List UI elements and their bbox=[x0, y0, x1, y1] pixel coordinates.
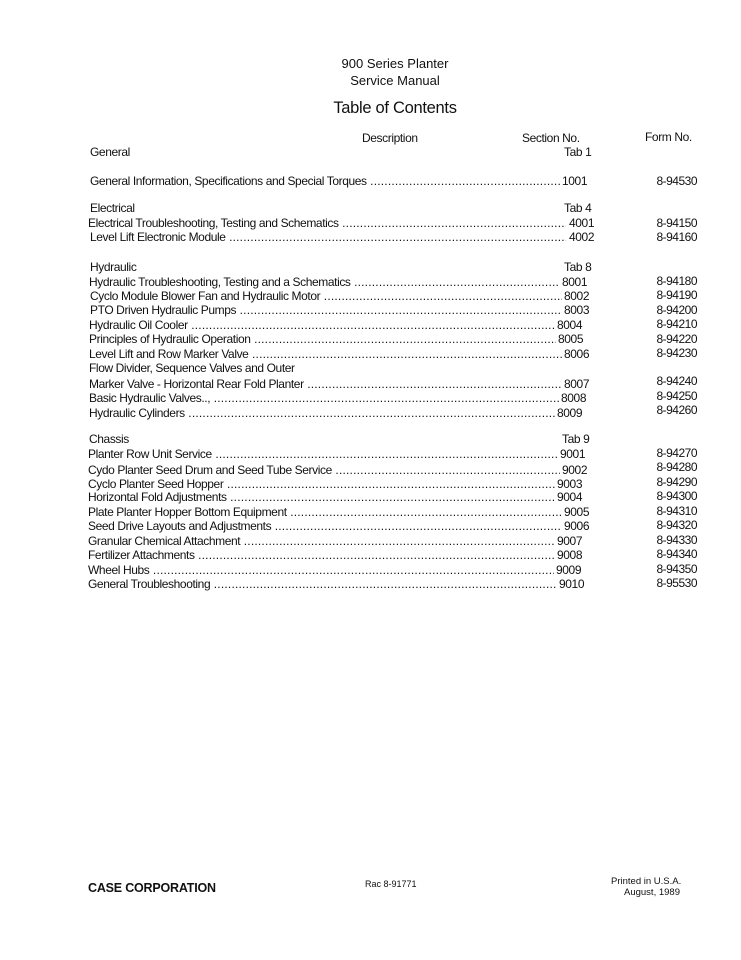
entry-form: 8-94220 bbox=[656, 332, 697, 346]
entry-description: Principles of Hydraulic Operation ..... bbox=[89, 332, 556, 347]
toc-entry[interactable] bbox=[90, 289, 562, 304]
entry-section: 9004 bbox=[557, 490, 583, 504]
toc-entry[interactable] bbox=[88, 577, 557, 592]
toc-entry[interactable] bbox=[90, 230, 566, 245]
description-column-header: Description bbox=[362, 131, 418, 145]
entry-description: Seed Drive Layouts and Adjustments ..... bbox=[88, 519, 562, 534]
print-date: August, 1989 bbox=[624, 887, 680, 898]
entry-form: 8-94300 bbox=[656, 489, 697, 503]
entry-section: 8005 bbox=[558, 332, 584, 346]
entry-section: 9007 bbox=[557, 534, 583, 548]
toc-entry[interactable] bbox=[89, 406, 555, 421]
group-tab-chassis: Tab 9 bbox=[562, 432, 590, 446]
toc-entry[interactable] bbox=[88, 505, 562, 520]
entry-description: Cyclo Planter Seed Hopper ..... bbox=[88, 477, 555, 492]
entry-section: 8007 bbox=[564, 377, 590, 391]
entry-form: 8-94250 bbox=[656, 389, 697, 403]
toc-entry[interactable] bbox=[88, 519, 562, 534]
entry-form: 8-94180 bbox=[656, 274, 697, 288]
printed-location: Printed in U.S.A. bbox=[611, 876, 682, 887]
entry-section: 4002 bbox=[569, 230, 595, 244]
entry-form: 8-94230 bbox=[656, 346, 697, 360]
entry-section: 8008 bbox=[561, 391, 587, 405]
entry-description: Fertilizer Attachments ..... bbox=[88, 548, 555, 563]
form-no-column-header: Form No. bbox=[645, 130, 692, 144]
entry-form: 8-94330 bbox=[656, 533, 697, 547]
entry-section: 8002 bbox=[564, 289, 590, 303]
entry-description: Hydraulic Oil Cooler ..... bbox=[89, 318, 555, 333]
entry-section: 9009 bbox=[556, 563, 582, 577]
entry-form: 8-94280 bbox=[656, 460, 697, 474]
entry-form: 8-94240 bbox=[656, 374, 697, 388]
entry-form: 8-94320 bbox=[656, 518, 697, 532]
toc-entry[interactable] bbox=[88, 216, 566, 231]
group-title-chassis: Chassis bbox=[89, 432, 129, 446]
toc-entry[interactable] bbox=[88, 548, 555, 563]
entry-description: Basic Hydraulic Valves.., ..... bbox=[89, 391, 559, 406]
entry-description: Hydraulic Cylinders ..... bbox=[89, 406, 555, 421]
entry-section: 9003 bbox=[557, 477, 583, 491]
entry-section: 9001 bbox=[560, 447, 586, 461]
toc-entry[interactable] bbox=[88, 463, 560, 478]
toc-title: Table of Contents bbox=[333, 99, 457, 117]
toc-entry[interactable] bbox=[89, 377, 562, 392]
entry-form: 8-94210 bbox=[656, 317, 697, 331]
toc-entry[interactable] bbox=[89, 318, 555, 333]
group-title-electrical: Electrical bbox=[90, 201, 135, 215]
toc-entry[interactable] bbox=[88, 563, 554, 578]
entry-description: General Information, Specifications and Special Torques ..... bbox=[90, 174, 560, 189]
toc-entry[interactable] bbox=[90, 174, 560, 189]
toc-entry[interactable] bbox=[89, 275, 560, 290]
toc-entry[interactable] bbox=[89, 391, 559, 406]
entry-section: 9002 bbox=[562, 463, 588, 477]
entry-description: Marker Valve - Horizontal Rear Fold Planter ..... bbox=[89, 377, 562, 392]
entry-form: 8-94150 bbox=[656, 216, 697, 230]
toc-entry[interactable] bbox=[88, 534, 555, 549]
entry-section: 8004 bbox=[557, 318, 583, 332]
entry-description: Electrical Troubleshooting, Testing and Schematics ..... bbox=[88, 216, 566, 231]
group-title-hydraulic: Hydraulic bbox=[90, 260, 137, 274]
manual-series-title: 900 Series Planter bbox=[341, 56, 449, 71]
entry-form: 8-95530 bbox=[656, 576, 697, 590]
entry-form: 8-94290 bbox=[656, 475, 697, 489]
entry-description: Planter Row Unit Service ..... bbox=[88, 447, 558, 462]
toc-entry[interactable] bbox=[88, 490, 555, 505]
entry-description: Horizontal Fold Adjustments ..... bbox=[88, 490, 555, 505]
entry-section: 8006 bbox=[564, 347, 590, 361]
entry-description: Granular Chemical Attachment ..... bbox=[88, 534, 555, 549]
entry-description: Level Lift and Row Marker Valve ..... bbox=[89, 347, 562, 362]
entry-form: 8-94270 bbox=[656, 446, 697, 460]
entry-section: 9010 bbox=[559, 577, 585, 591]
group-tab-general: Tab 1 bbox=[564, 145, 592, 159]
entry-description: General Troubleshooting ..... bbox=[88, 577, 557, 592]
entry-section: 9005 bbox=[564, 505, 590, 519]
entry-description: Hydraulic Troubleshooting, Testing and a Schematics ..... bbox=[89, 275, 560, 290]
toc-entry[interactable] bbox=[89, 332, 556, 347]
entry-section: 8009 bbox=[557, 406, 583, 420]
entry-section: 8001 bbox=[562, 275, 588, 289]
entry-form: 8-94310 bbox=[656, 504, 697, 518]
manual-type-title: Service Manual bbox=[350, 73, 440, 88]
entry-description: PTO Driven Hydraulic Pumps ..... bbox=[90, 303, 562, 318]
company-name: CASE CORPORATION bbox=[88, 881, 216, 895]
entry-section: 8003 bbox=[564, 303, 590, 317]
entry-description: Plate Planter Hopper Bottom Equipment ..... bbox=[88, 505, 562, 520]
entry-section: 9006 bbox=[564, 519, 590, 533]
toc-entry[interactable] bbox=[90, 303, 562, 318]
entry-form: 8-94160 bbox=[656, 230, 697, 244]
entry-description: Wheel Hubs ..... bbox=[88, 563, 554, 578]
document-code: Rac 8-91771 bbox=[365, 879, 417, 889]
entry-section: 1001 bbox=[562, 174, 588, 188]
entry-description: Cydo Planter Seed Drum and Seed Tube Service ..... bbox=[88, 463, 560, 478]
entry-form: 8-94350 bbox=[656, 562, 697, 576]
toc-entry[interactable] bbox=[89, 347, 562, 362]
entry-description: Cyclo Module Blower Fan and Hydraulic Motor ..... bbox=[90, 289, 562, 304]
group-title-general: General bbox=[90, 145, 130, 159]
entry-description: Level Lift Electronic Module ..... bbox=[90, 230, 566, 245]
entry-form: 8-94190 bbox=[656, 288, 697, 302]
entry-description-line1: Flow Divider, Sequence Valves and Outer bbox=[89, 361, 295, 375]
group-tab-hydraulic: Tab 8 bbox=[564, 260, 592, 274]
entry-form: 8-94200 bbox=[656, 303, 697, 317]
entry-form: 8-94530 bbox=[656, 174, 697, 188]
entry-section: 4001 bbox=[569, 216, 595, 230]
entry-form: 8-94340 bbox=[656, 547, 697, 561]
entry-form: 8-94260 bbox=[656, 403, 697, 417]
toc-entry[interactable] bbox=[88, 447, 558, 462]
entry-section: 9008 bbox=[557, 548, 583, 562]
section-no-column-header: Section No. bbox=[522, 131, 580, 145]
group-tab-electrical: Tab 4 bbox=[564, 201, 592, 215]
